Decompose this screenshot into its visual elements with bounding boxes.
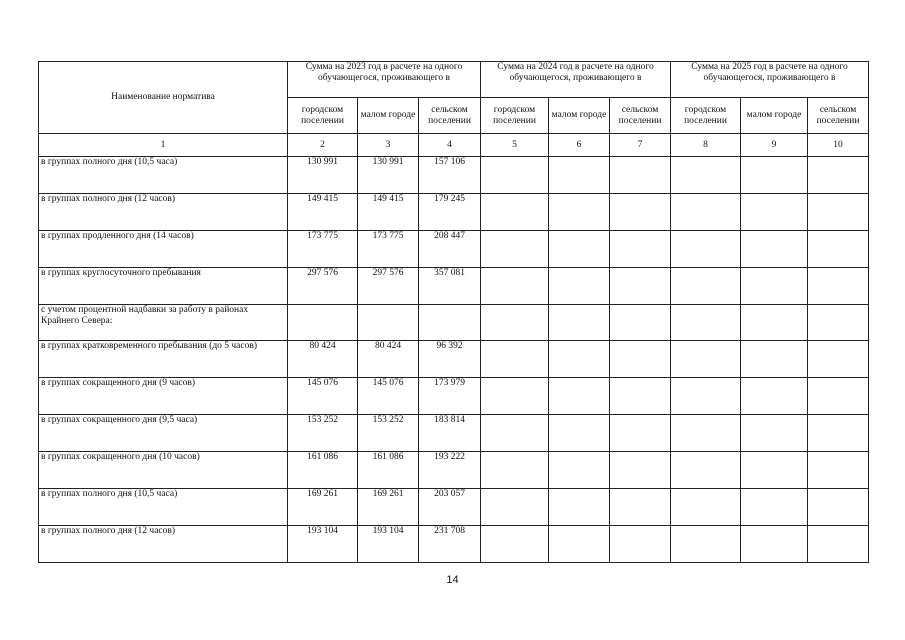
- value-2023-urban: 80 424: [288, 341, 358, 378]
- empty-cell: [671, 157, 741, 194]
- empty-cell: [741, 489, 808, 526]
- empty-cell: [671, 526, 741, 563]
- empty-cell: [808, 415, 869, 452]
- empty-cell: [741, 415, 808, 452]
- value-2023-small-town: 297 576: [358, 268, 419, 305]
- empty-cell: [610, 268, 671, 305]
- empty-cell: [671, 452, 741, 489]
- empty-cell: [671, 378, 741, 415]
- table-row: [39, 452, 869, 489]
- column-number: 3: [358, 134, 419, 157]
- value-2023-rural: 183 814: [419, 415, 481, 452]
- header-rural: сельском поселении: [419, 98, 481, 134]
- value-2023-rural: 157 106: [419, 157, 481, 194]
- empty-cell: [549, 305, 610, 341]
- empty-cell: [481, 305, 549, 341]
- header-urban: городском поселении: [481, 98, 549, 134]
- table-row: [39, 194, 869, 231]
- empty-cell: [610, 489, 671, 526]
- empty-cell: [610, 415, 671, 452]
- empty-cell: [481, 268, 549, 305]
- value-2023-small-town: 153 252: [358, 415, 419, 452]
- value-2023-rural: 173 979: [419, 378, 481, 415]
- value-2023-urban: 145 076: [288, 378, 358, 415]
- empty-cell: [610, 378, 671, 415]
- header-small-town: малом городе: [549, 98, 610, 134]
- empty-cell: [481, 452, 549, 489]
- table-row: [39, 268, 869, 305]
- empty-cell: [671, 194, 741, 231]
- empty-cell: [808, 157, 869, 194]
- column-number: 2: [288, 134, 358, 157]
- column-number: 9: [741, 134, 808, 157]
- normative-name: в группах продленного дня (14 часов): [39, 231, 288, 268]
- empty-cell: [610, 194, 671, 231]
- normative-name: в группах полного дня (10,5 часа): [39, 489, 288, 526]
- empty-cell: [549, 194, 610, 231]
- empty-cell: [610, 305, 671, 341]
- header-urban: городском поселении: [671, 98, 741, 134]
- empty-cell: [549, 157, 610, 194]
- empty-cell: [741, 305, 808, 341]
- header-urban: городском поселении: [288, 98, 358, 134]
- empty-cell: [671, 489, 741, 526]
- value-2023-urban: 173 775: [288, 231, 358, 268]
- empty-cell: [481, 526, 549, 563]
- value-2023-small-town: 173 775: [358, 231, 419, 268]
- empty-cell: [741, 268, 808, 305]
- empty-cell: [808, 526, 869, 563]
- empty-cell: [808, 305, 869, 341]
- table-row: [39, 341, 869, 378]
- header-year-2024: Сумма на 2024 год в расчете на одного обучающегося, проживающего в: [481, 62, 671, 98]
- value-2023-rural: 193 222: [419, 452, 481, 489]
- empty-cell: [481, 489, 549, 526]
- empty-cell: [549, 268, 610, 305]
- value-2023-rural: 231 708: [419, 526, 481, 563]
- empty-cell: [549, 452, 610, 489]
- column-number: 8: [671, 134, 741, 157]
- value-2023-urban: 169 261: [288, 489, 358, 526]
- column-number: 7: [610, 134, 671, 157]
- value-2023-rural: [419, 305, 481, 341]
- normative-name: в группах полного дня (12 часов): [39, 526, 288, 563]
- table-row: [39, 231, 869, 268]
- empty-cell: [808, 268, 869, 305]
- value-2023-rural: 203 057: [419, 489, 481, 526]
- value-2023-rural: 179 245: [419, 194, 481, 231]
- value-2023-small-town: 145 076: [358, 378, 419, 415]
- empty-cell: [671, 305, 741, 341]
- empty-cell: [549, 341, 610, 378]
- empty-cell: [610, 341, 671, 378]
- value-2023-small-town: 193 104: [358, 526, 419, 563]
- table-row: [39, 157, 869, 194]
- value-2023-rural: 208 447: [419, 231, 481, 268]
- normative-name: в группах кратковременного пребывания (до 5 часов): [39, 341, 288, 378]
- table-row: [39, 415, 869, 452]
- empty-cell: [671, 341, 741, 378]
- value-2023-small-town: 130 991: [358, 157, 419, 194]
- empty-cell: [549, 489, 610, 526]
- empty-cell: [610, 231, 671, 268]
- empty-cell: [741, 231, 808, 268]
- header-small-town: малом городе: [741, 98, 808, 134]
- header-year-2025: Сумма на 2025 год в расчете на одного обучающегося, проживающего в: [671, 62, 869, 98]
- empty-cell: [741, 378, 808, 415]
- empty-cell: [549, 526, 610, 563]
- column-number: 4: [419, 134, 481, 157]
- normative-name: в группах сокращенного дня (9 часов): [39, 378, 288, 415]
- header-rural: сельском поселении: [808, 98, 869, 134]
- empty-cell: [808, 231, 869, 268]
- empty-cell: [481, 231, 549, 268]
- normative-table: [38, 61, 869, 563]
- header-small-town: малом городе: [358, 98, 419, 134]
- empty-cell: [808, 378, 869, 415]
- empty-cell: [671, 231, 741, 268]
- normative-name: в группах полного дня (10,5 часа): [39, 157, 288, 194]
- table-row: [39, 526, 869, 563]
- value-2023-urban: [288, 305, 358, 341]
- value-2023-urban: 153 252: [288, 415, 358, 452]
- value-2023-small-town: [358, 305, 419, 341]
- empty-cell: [671, 415, 741, 452]
- empty-cell: [808, 452, 869, 489]
- value-2023-rural: 357 081: [419, 268, 481, 305]
- empty-cell: [549, 231, 610, 268]
- empty-cell: [549, 378, 610, 415]
- empty-cell: [741, 157, 808, 194]
- section-heading: с учетом процентной надбавки за работу в районах Крайнего Севера:: [39, 305, 288, 341]
- value-2023-urban: 297 576: [288, 268, 358, 305]
- empty-cell: [610, 452, 671, 489]
- normative-name: в группах круглосуточного пребывания: [39, 268, 288, 305]
- column-number: 10: [808, 134, 869, 157]
- value-2023-small-town: 169 261: [358, 489, 419, 526]
- header-rural: сельском поселении: [610, 98, 671, 134]
- empty-cell: [741, 194, 808, 231]
- page-number: 14: [446, 574, 459, 586]
- empty-cell: [481, 415, 549, 452]
- table-row: [39, 305, 869, 341]
- empty-cell: [808, 489, 869, 526]
- empty-cell: [481, 378, 549, 415]
- value-2023-urban: 149 415: [288, 194, 358, 231]
- empty-cell: [481, 194, 549, 231]
- value-2023-urban: 161 086: [288, 452, 358, 489]
- value-2023-urban: 193 104: [288, 526, 358, 563]
- normative-name: в группах сокращенного дня (9,5 часа): [39, 415, 288, 452]
- table-row: [39, 489, 869, 526]
- empty-cell: [741, 452, 808, 489]
- empty-cell: [549, 415, 610, 452]
- header-name-column: Наименование норматива: [39, 62, 288, 134]
- table-row: [39, 378, 869, 415]
- value-2023-small-town: 161 086: [358, 452, 419, 489]
- empty-cell: [741, 341, 808, 378]
- empty-cell: [481, 157, 549, 194]
- empty-cell: [610, 526, 671, 563]
- normative-name: в группах сокращенного дня (10 часов): [39, 452, 288, 489]
- value-2023-small-town: 149 415: [358, 194, 419, 231]
- value-2023-small-town: 80 424: [358, 341, 419, 378]
- column-number: 5: [481, 134, 549, 157]
- empty-cell: [671, 268, 741, 305]
- normative-name: в группах полного дня (12 часов): [39, 194, 288, 231]
- empty-cell: [808, 194, 869, 231]
- value-2023-rural: 96 392: [419, 341, 481, 378]
- empty-cell: [481, 341, 549, 378]
- empty-cell: [610, 157, 671, 194]
- value-2023-urban: 130 991: [288, 157, 358, 194]
- empty-cell: [808, 341, 869, 378]
- empty-cell: [741, 526, 808, 563]
- column-number: 1: [39, 134, 288, 157]
- column-number: 6: [549, 134, 610, 157]
- header-year-2023: Сумма на 2023 год в расчете на одного обучающегося, проживающего в: [288, 62, 481, 98]
